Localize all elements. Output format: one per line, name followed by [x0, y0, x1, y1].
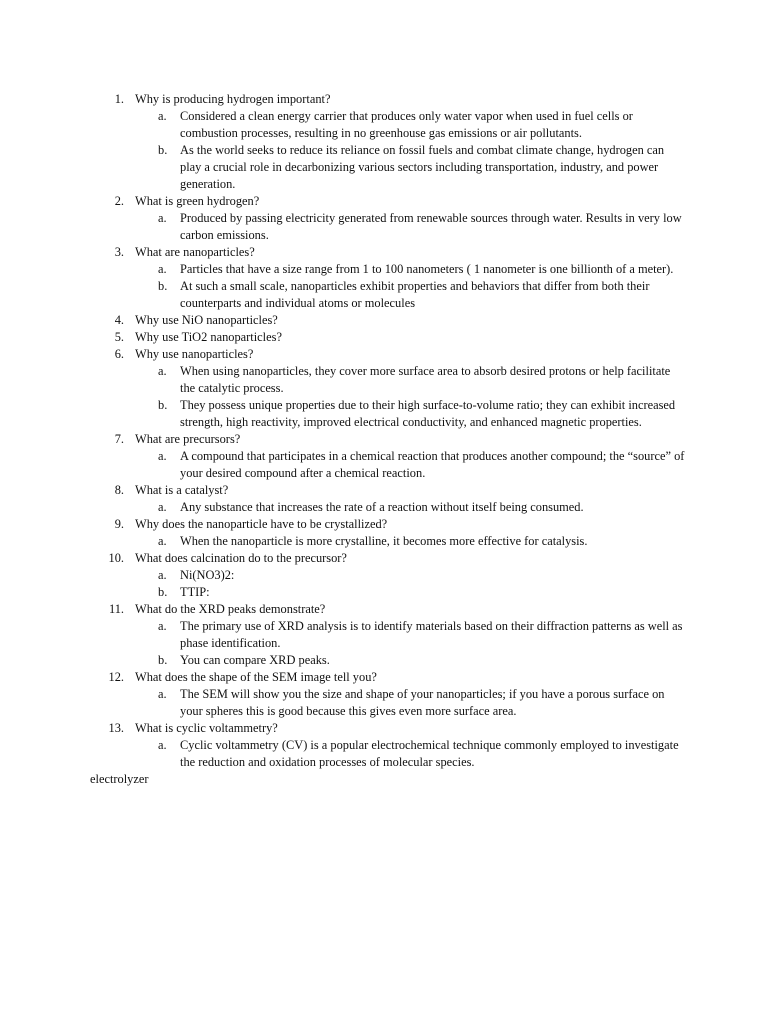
answer-letter: a. — [158, 568, 167, 582]
answer-text: TTIP: — [180, 585, 210, 599]
question-number: 8. — [114, 483, 124, 497]
answer-text: A compound that participates in a chemical reaction that produces another compound; the “source” of your desired compound after a chemical reaction. — [180, 449, 685, 480]
question-text: What do the XRD peaks demonstrate? — [135, 602, 326, 616]
question-list — [0, 91, 768, 771]
answer-letter: a. — [158, 534, 167, 548]
answer-letter: b. — [158, 279, 168, 293]
answer-text: Ni(NO3)2: — [180, 568, 235, 582]
question-item — [0, 482, 768, 499]
answer-text: Considered a clean energy carrier that produces only water vapor when used in fuel cells or combustion processes, resulting in no greenhouse gas emissions or air pollutants. — [180, 109, 633, 140]
answer-item — [0, 448, 768, 482]
question-number: 5. — [114, 330, 124, 344]
question-item — [0, 669, 768, 686]
question-item — [0, 431, 768, 448]
answer-text: When using nanoparticles, they cover more surface area to absorb desired protons or help facilitate the catalytic process. — [180, 364, 671, 395]
answer-text: Particles that have a size range from 1 to 100 nanometers ( 1 nanometer is one billionth of a meter). — [180, 262, 674, 276]
answer-item — [0, 210, 768, 244]
answer-text: They possess unique properties due to their high surface-to-volume ratio; they can exhibit increased strength, high reactivity, improved electrical conductivity, and enhanced magnetic properties. — [180, 398, 676, 429]
answer-letter: a. — [158, 109, 167, 123]
question-number: 3. — [114, 245, 124, 259]
answer-item — [0, 567, 768, 584]
question-item — [0, 244, 768, 261]
question-item — [0, 329, 768, 346]
question-text: What does calcination do to the precursor? — [135, 551, 347, 565]
answer-letter: a. — [158, 500, 167, 514]
answer-letter: a. — [158, 211, 167, 225]
question-number: 6. — [114, 347, 124, 361]
question-item — [0, 720, 768, 737]
answer-item — [0, 108, 768, 142]
answer-letter: a. — [158, 738, 167, 752]
answer-text: You can compare XRD peaks. — [180, 653, 330, 667]
question-text: Why use TiO2 nanoparticles? — [135, 330, 282, 344]
answer-item — [0, 584, 768, 601]
answer-letter: b. — [158, 585, 168, 599]
answer-letter: a. — [158, 262, 167, 276]
answer-item — [0, 261, 768, 278]
question-number: 2. — [114, 194, 124, 208]
document-page — [0, 91, 768, 788]
question-item — [0, 193, 768, 210]
question-item — [0, 346, 768, 363]
question-text: What does the shape of the SEM image tell you? — [135, 670, 377, 684]
answer-letter: b. — [158, 398, 168, 412]
question-item — [0, 516, 768, 533]
answer-text: Cyclic voltammetry (CV) is a popular electrochemical technique commonly employed to investigate the reduction and oxidation processes of molecular species. — [180, 738, 679, 769]
answer-text: As the world seeks to reduce its reliance on fossil fuels and combat climate change, hydrogen can play a crucial role in decarbonizing various sectors including transportation, industry, and power generation. — [180, 143, 665, 191]
answer-letter: a. — [158, 449, 167, 463]
answer-letter: b. — [158, 653, 168, 667]
question-item — [0, 550, 768, 567]
question-text: What are nanoparticles? — [135, 245, 255, 259]
question-text: What is green hydrogen? — [135, 194, 260, 208]
question-number: 10. — [108, 551, 124, 565]
answer-item — [0, 686, 768, 720]
answer-item — [0, 278, 768, 312]
question-item — [0, 91, 768, 108]
question-item — [0, 312, 768, 329]
answer-letter: a. — [158, 687, 167, 701]
question-number: 11. — [108, 602, 124, 616]
question-text: What are precursors? — [135, 432, 241, 446]
question-text: What is cyclic voltammetry? — [135, 721, 278, 735]
question-item — [0, 601, 768, 618]
question-number: 12. — [108, 670, 124, 684]
question-number: 7. — [114, 432, 124, 446]
answer-item — [0, 618, 768, 652]
question-text: Why use nanoparticles? — [135, 347, 254, 361]
answer-item — [0, 499, 768, 516]
answer-text: The SEM will show you the size and shape of your nanoparticles; if you have a porous surface on your spheres this is good because this gives even more surface area. — [180, 687, 665, 718]
answer-item — [0, 737, 768, 771]
question-number: 1. — [114, 92, 124, 106]
answer-item — [0, 533, 768, 550]
question-text: Why is producing hydrogen important? — [135, 92, 331, 106]
answer-letter: a. — [158, 364, 167, 378]
question-number: 4. — [114, 313, 124, 327]
answer-text: When the nanoparticle is more crystalline, it becomes more effective for catalysis. — [180, 534, 588, 548]
answer-item — [0, 652, 768, 669]
trailing-text: electrolyzer — [90, 772, 149, 786]
answer-text: At such a small scale, nanoparticles exhibit properties and behaviors that differ from both their counterparts and individual atoms or molecules — [180, 279, 650, 310]
question-text: Why use NiO nanoparticles? — [135, 313, 278, 327]
question-text: What is a catalyst? — [135, 483, 229, 497]
answer-letter: a. — [158, 619, 167, 633]
answer-text: Any substance that increases the rate of a reaction without itself being consumed. — [180, 500, 584, 514]
question-number: 9. — [114, 517, 124, 531]
answer-text: Produced by passing electricity generated from renewable sources through water. Results in very low carbon emissions. — [180, 211, 682, 242]
answer-item — [0, 142, 768, 193]
answer-text: The primary use of XRD analysis is to identify materials based on their diffraction patterns as well as phase identification. — [180, 619, 683, 650]
answer-item — [0, 397, 768, 431]
question-text: Why does the nanoparticle have to be crystallized? — [135, 517, 388, 531]
answer-letter: b. — [158, 143, 168, 157]
answer-item — [0, 363, 768, 397]
question-number: 13. — [108, 721, 124, 735]
